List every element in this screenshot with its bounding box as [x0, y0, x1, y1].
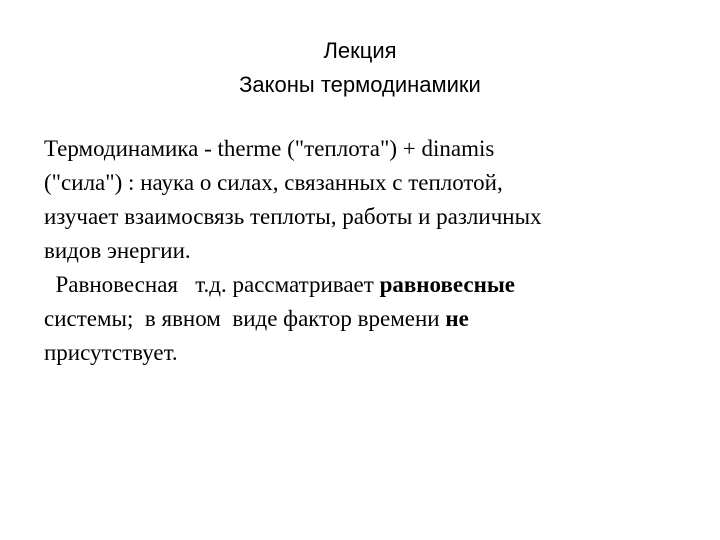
slide-title — [0, 34, 720, 102]
body-line-3: изучает взаимосвязь теплоты, работы и различных — [44, 204, 542, 229]
body-line-7: присутствует. — [44, 340, 178, 365]
title-line-lecture: Лекция — [323, 38, 397, 63]
emphasis-equilibrium: равновесные — [379, 272, 515, 297]
title-line-topic: Законы термодинамики — [239, 72, 481, 97]
body-line-2: ("сила") : наука о силах, связанных с теплотой, — [44, 170, 503, 195]
emphasis-not: не — [445, 306, 469, 331]
body-line-1: Термодинамика - therme ("теплота") + dinamis — [44, 136, 495, 161]
body-line-5-text: Равновесная т.д. рассматривает — [44, 272, 380, 297]
slide-body-text — [44, 132, 674, 370]
body-line-5 — [44, 268, 674, 302]
body-line-4: видов энергии. — [44, 238, 191, 263]
body-line-6-text: системы; в явном виде фактор времени — [44, 306, 446, 331]
body-line-6 — [44, 302, 674, 336]
